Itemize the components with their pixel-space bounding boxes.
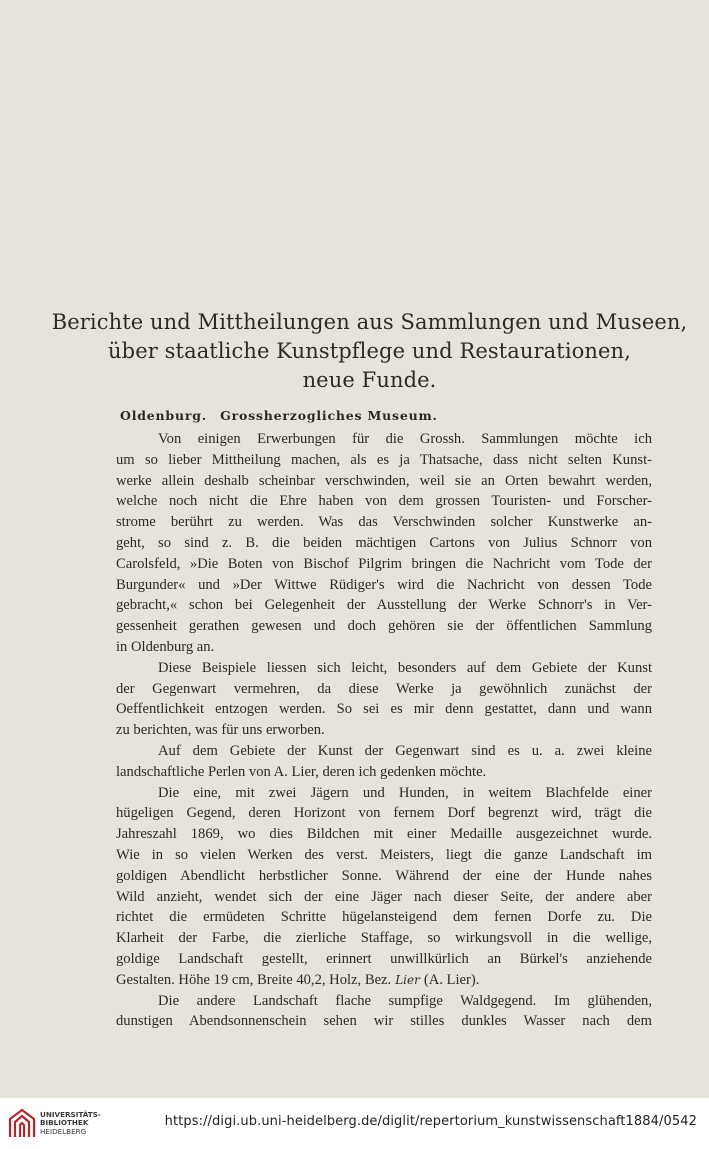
library-line-3: HEIDELBERG bbox=[40, 1126, 87, 1136]
chapter-heading bbox=[0, 308, 709, 395]
heidelberg-library-logo-icon[interactable] bbox=[6, 1107, 38, 1141]
text-line: strome berührt zu werden. Was das Verschwinden solcher Kunstwerke an- bbox=[116, 514, 652, 531]
viewer-footer bbox=[0, 1098, 709, 1149]
paragraph-5 bbox=[116, 991, 652, 1033]
text-line-with-signature bbox=[116, 970, 652, 991]
text-after-signature: (A. Lier). bbox=[423, 971, 480, 988]
heading-line-3: neue Funde. bbox=[302, 368, 437, 392]
text-line: dunstigen Abendsonnenschein sehen wir stilles dunkles Wasser nach dem bbox=[116, 1013, 652, 1030]
text-line: Wie in so vielen Werken des verst. Meisters, liegt die ganze Landschaft im bbox=[116, 846, 652, 863]
text-line: werke allein deshalb scheinbar verschwinden, weil sie an Orten bewahrt werden, bbox=[116, 472, 652, 489]
paragraph-2 bbox=[116, 658, 652, 741]
text-line: Wild anzieht, wendet sich der eine Jäger nach dieser Seite, der andere aber bbox=[116, 888, 652, 905]
text-before-signature: Gestalten. Höhe 19 cm, Breite 40,2, Holz, Bez. bbox=[116, 971, 392, 988]
text-line: Oeffentlichkeit entzogen werden. So sei es mir denn gestattet, dann und wann bbox=[116, 701, 652, 718]
heading-line-2: über staatliche Kunstpflege und Restaurationen, bbox=[108, 339, 631, 363]
paragraph-3 bbox=[116, 741, 652, 783]
text-line: Jahreszahl 1869, wo dies Bildchen mit einer Medaille ausgezeichnet wurde. bbox=[116, 826, 652, 843]
library-name bbox=[40, 1111, 101, 1136]
text-line: gebracht,« schon bei Gelegenheit der Ausstellung der Werke Schnorr's in Ver- bbox=[116, 597, 652, 614]
text-line: Diese Beispiele liessen sich leicht, besonders auf dem Gebiete der Kunst bbox=[158, 659, 652, 676]
text-line: Von einigen Erwerbungen für die Grossh. Sammlungen möchte ich bbox=[158, 431, 652, 447]
paragraph-1 bbox=[116, 429, 652, 658]
body-text bbox=[116, 429, 652, 1032]
paragraph-4 bbox=[116, 783, 652, 991]
text-line: richtet die ermüdeten Schritte hügelansteigend dem fernen Dorfe zu. Die bbox=[116, 909, 652, 926]
text-line: der Gegenwart vermehren, da diese Werke ja gewöhnlich zunächst der bbox=[116, 680, 652, 697]
library-line-2: BIBLIOTHEK bbox=[40, 1118, 89, 1128]
text-line: goldigen Abendlicht herbstlicher Sonne. Während der eine der Hunde nahes bbox=[116, 867, 652, 884]
section-heading bbox=[120, 408, 438, 423]
text-line: welche noch nicht die Ehre haben von dem grossen Touristen- und Forscher- bbox=[116, 493, 652, 510]
text-line: zu berichten, was für uns erworben. bbox=[116, 722, 325, 739]
text-line: geht, so sind z. B. die beiden mächtigen Cartons von Julius Schnorr von bbox=[116, 534, 652, 551]
text-line: hügeligen Gegend, deren Horizont von fernem Dorf begrenzt wird, trägt die bbox=[116, 805, 652, 822]
text-line: goldige Landschaft gestellt, erinnert unwillkürlich an Bürkel's anziehende bbox=[116, 950, 652, 967]
text-line: gessenheit gerathen gewesen und doch gehören sie der öffentlichen Sammlung bbox=[116, 618, 652, 635]
permalink-url[interactable]: https://digi.ub.uni-heidelberg.de/diglit/repertorium_kunstwissenschaft1884/0542 bbox=[164, 1114, 697, 1129]
text-line: in Oldenburg an. bbox=[116, 638, 215, 655]
library-line-1: UNIVERSITÄTS- bbox=[40, 1110, 101, 1119]
section-place: Oldenburg. bbox=[120, 408, 207, 423]
text-line: Carolsfeld, »Die Boten von Bischof Pilgrim bringen die Nachricht vom Tode der bbox=[116, 555, 652, 572]
text-line: um so lieber Mittheilung machen, als es ja Thatsache, dass nicht selten Kunst- bbox=[116, 451, 652, 468]
text-line: Die eine, mit zwei Jägern und Hunden, in weitem Blachfelde einer bbox=[158, 784, 652, 801]
text-line: Burgunder« und »Der Wittwe Rüdiger's wird die Nachricht von dessen Tode bbox=[116, 576, 652, 593]
text-line: Klarheit der Farbe, die zierliche Staffage, so wirkungsvoll in die wellige, bbox=[116, 930, 652, 947]
text-line: Auf dem Gebiete der Kunst der Gegenwart sind es u. a. zwei kleine bbox=[158, 742, 652, 759]
text-line: landschaftliche Perlen von A. Lier, deren ich gedenken möchte. bbox=[116, 763, 487, 780]
heading-line-1: Berichte und Mittheilungen aus Sammlungen und Museen, bbox=[51, 310, 688, 334]
text-line: Die andere Landschaft flache sumpfige Waldgegend. Im glühenden, bbox=[158, 992, 652, 1009]
signature-mark: Lier bbox=[395, 972, 420, 987]
section-institution: Grossherzogliches Museum. bbox=[220, 408, 438, 423]
